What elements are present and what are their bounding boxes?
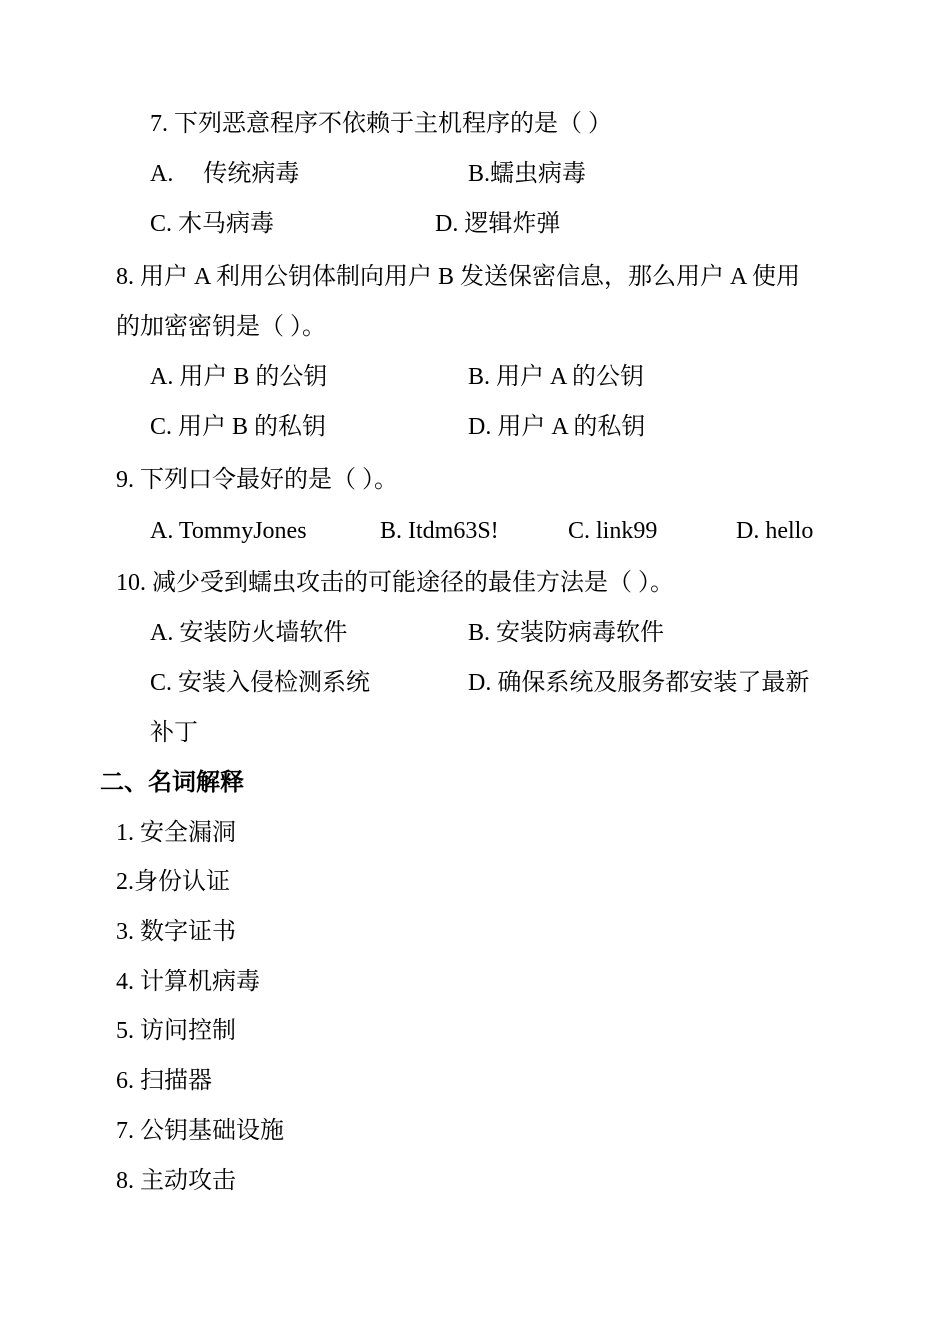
q7-option-c: C. 木马病毒 xyxy=(150,211,275,237)
q8-option-a: A. 用户 B 的公钥 xyxy=(150,364,328,390)
q9-stem: 9. 下列口令最好的是（ ）。 xyxy=(116,467,398,493)
term-item: 8. 主动攻击 xyxy=(116,1168,236,1194)
q7-option-a: A. 传统病毒 xyxy=(150,161,300,187)
q9-option-d: D. hello xyxy=(736,518,814,544)
term-item: 6. 扫描器 xyxy=(116,1068,212,1094)
term-item: 2.身份认证 xyxy=(116,869,230,895)
q8-option-d: D. 用户 A 的私钥 xyxy=(468,414,646,440)
q10-option-d-line2: 补丁 xyxy=(150,720,198,746)
q7-option-d: D. 逻辑炸弹 xyxy=(435,211,561,237)
term-item: 3. 数字证书 xyxy=(116,919,236,945)
q8-option-c: C. 用户 B 的私钥 xyxy=(150,414,327,440)
q10-option-c: C. 安装入侵检测系统 xyxy=(150,670,371,696)
q9-option-c: C. link99 xyxy=(568,518,658,544)
q8-stem-line2: 的加密密钥是（ ）。 xyxy=(116,314,326,340)
term-item: 4. 计算机病毒 xyxy=(116,969,260,995)
q10-option-b: B. 安装防病毒软件 xyxy=(468,620,665,646)
q10-option-a: A. 安装防火墙软件 xyxy=(150,620,348,646)
q8-option-b: B. 用户 A 的公钥 xyxy=(468,364,645,390)
term-item: 1. 安全漏洞 xyxy=(116,820,236,846)
q7-stem: 7. 下列恶意程序不依赖于主机程序的是（ ） xyxy=(150,111,612,137)
q10-option-d-line1: D. 确保系统及服务都安装了最新 xyxy=(468,670,810,696)
q7-option-b: B.蠕虫病毒 xyxy=(468,161,587,187)
section-heading: 二、名词解释 xyxy=(100,770,244,796)
q10-stem: 10. 减少受到蠕虫攻击的可能途径的最佳方法是（ ）。 xyxy=(116,570,674,596)
q9-option-a: A. TommyJones xyxy=(150,518,307,544)
q8-stem-line1: 8. 用户 A 利用公钥体制向用户 B 发送保密信息，那么用户 A 使用 xyxy=(116,264,801,290)
term-item: 7. 公钥基础设施 xyxy=(116,1118,284,1144)
term-item: 5. 访问控制 xyxy=(116,1018,236,1044)
q9-option-b: B. Itdm63S! xyxy=(380,518,499,544)
